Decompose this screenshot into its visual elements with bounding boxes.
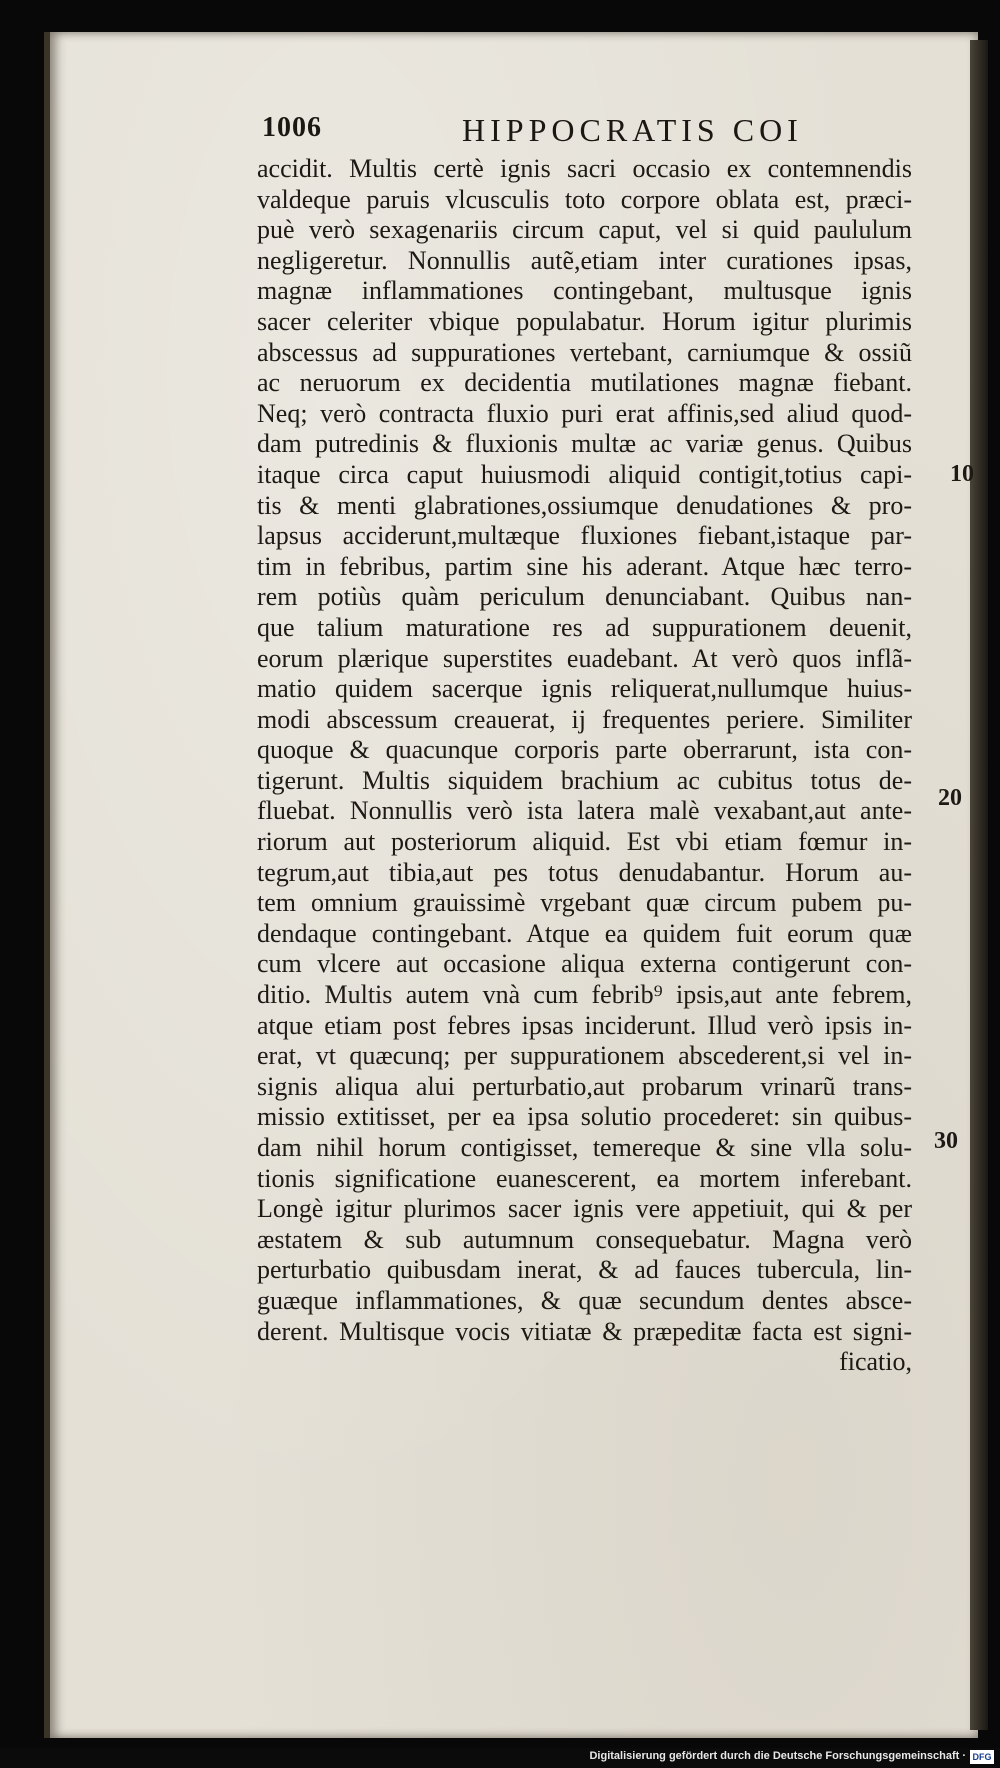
- text-line: missio extitisset, per ea ipsa solutio procederet: sin quibus-: [257, 1102, 912, 1132]
- page-number: 1006: [262, 112, 322, 143]
- text-line: que talium maturatione res ad suppurationem deuenit,: [257, 612, 912, 642]
- text-line: matio quidem sacerque ignis reliquerat,nullumque huius-: [257, 674, 912, 704]
- text-line: ac neruorum ex decidentia mutilationes magnæ fiebant.: [257, 368, 912, 398]
- text-line: tis & menti glabrationes,ossiumque denudationes & pro-: [257, 490, 912, 520]
- text-line: fluebat. Nonnullis verò ista latera malè vexabant,aut ante-: [257, 796, 912, 826]
- text-line: tionis significatione euanescerent, ea mortem inferebant.: [257, 1163, 912, 1193]
- page-header: [262, 112, 862, 152]
- text-line: tegrum,aut tibia,aut pes totus denudabantur. Horum au-: [257, 857, 912, 887]
- text-line: dendaque contingebant. Atque ea quidem fuit eorum quæ: [257, 918, 912, 948]
- text-line: dam putredinis & fluxionis multæ ac variæ genus. Quibus: [257, 429, 912, 459]
- text-line: signis aliqua alui perturbatio,aut probarum vrinarũ trans-: [257, 1071, 912, 1101]
- line-number-20: 20: [938, 785, 962, 811]
- text-line: æstatem & sub autumnum consequebatur. Magna verò: [257, 1224, 912, 1254]
- main-text-block: [257, 154, 912, 1378]
- page-edge-shadow: [970, 40, 988, 1730]
- text-line: riorum aut posteriorum aliquid. Est vbi etiam fœmur in-: [257, 827, 912, 857]
- text-line: puè verò sexagenariis circum caput, vel si quid paululum: [257, 215, 912, 245]
- text-line: rem potiùs quàm periculum denunciabant. Quibus nan-: [257, 582, 912, 612]
- dfg-logo: DFG: [970, 1750, 994, 1764]
- text-line: modi abscessum creauerat, ij frequentes periere. Similiter: [257, 704, 912, 734]
- text-line: cum vlcere aut occasione aliqua externa contigerunt con-: [257, 949, 912, 979]
- text-line: tigerunt. Multis siquidem brachium ac cubitus totus de-: [257, 765, 912, 795]
- text-line: quoque & quacunque corporis parte oberrarunt, ista con-: [257, 735, 912, 765]
- text-line: valdeque paruis vlcusculis toto corpore oblata est, præci-: [257, 184, 912, 214]
- line-number-30: 30: [934, 1128, 958, 1154]
- text-line: Neq; verò contracta fluxio puri erat affinis,sed aliud quod-: [257, 398, 912, 428]
- text-line: atque etiam post febres ipsas inciderunt. Illud verò ipsis in-: [257, 1010, 912, 1040]
- text-line: tem omnium grauissimè vrgebant quæ circum pubem pu-: [257, 888, 912, 918]
- running-title: HIPPOCRATIS COI: [462, 112, 803, 148]
- text-line: erat, vt quæcunq; per suppurationem abscederent,si vel in-: [257, 1041, 912, 1071]
- text-line: derent. Multisque vocis vitiatæ & præpeditæ facta est signi-: [257, 1316, 912, 1346]
- text-line: tim in febribus, partim sine his aderant. Atque hæc terro-: [257, 551, 912, 581]
- text-line: dam nihil horum contigisset, temereque & sine vlla solu-: [257, 1133, 912, 1162]
- text-line: guæque inflammationes, & quæ secundum dentes absce-: [257, 1285, 912, 1315]
- text-line: accidit. Multis certè ignis sacri occasio ex contemnendis: [257, 154, 912, 183]
- text-line: itaque circa caput huiusmodi aliquid contigit,totius capi-: [257, 459, 912, 489]
- text-line: abscessus ad suppurationes vertebant, carniumque & ossiũ: [257, 337, 912, 367]
- text-line: ditio. Multis autem vnà cum febrib⁹ ipsis,aut ante febrem,: [257, 980, 912, 1010]
- text-line: ficatio,: [839, 1347, 912, 1377]
- text-line: magnæ inflammationes contingebant, multusque ignis: [257, 276, 912, 306]
- text-line: sacer celeriter vbique populabatur. Horum igitur plurimis: [257, 306, 912, 336]
- text-line: negligeretur. Nonnullis autẽ,etiam inter curationes ipsas,: [257, 245, 912, 275]
- text-line: Longè igitur plurimos sacer ignis vere appetiuit, qui & per: [257, 1194, 912, 1224]
- digitization-credit: Digitalisierung gefördert durch die Deutsche Forschungsgemeinschaft ·: [589, 1750, 966, 1762]
- text-line: perturbatio quibusdam inerat, & ad fauces tubercula, lin-: [257, 1255, 912, 1285]
- text-line: eorum plærique superstites euadebant. At verò quos inflã-: [257, 643, 912, 673]
- text-line: lapsus acciderunt,multæque fluxiones fiebant,istaque par-: [257, 521, 912, 551]
- line-number-10: 10: [950, 461, 974, 487]
